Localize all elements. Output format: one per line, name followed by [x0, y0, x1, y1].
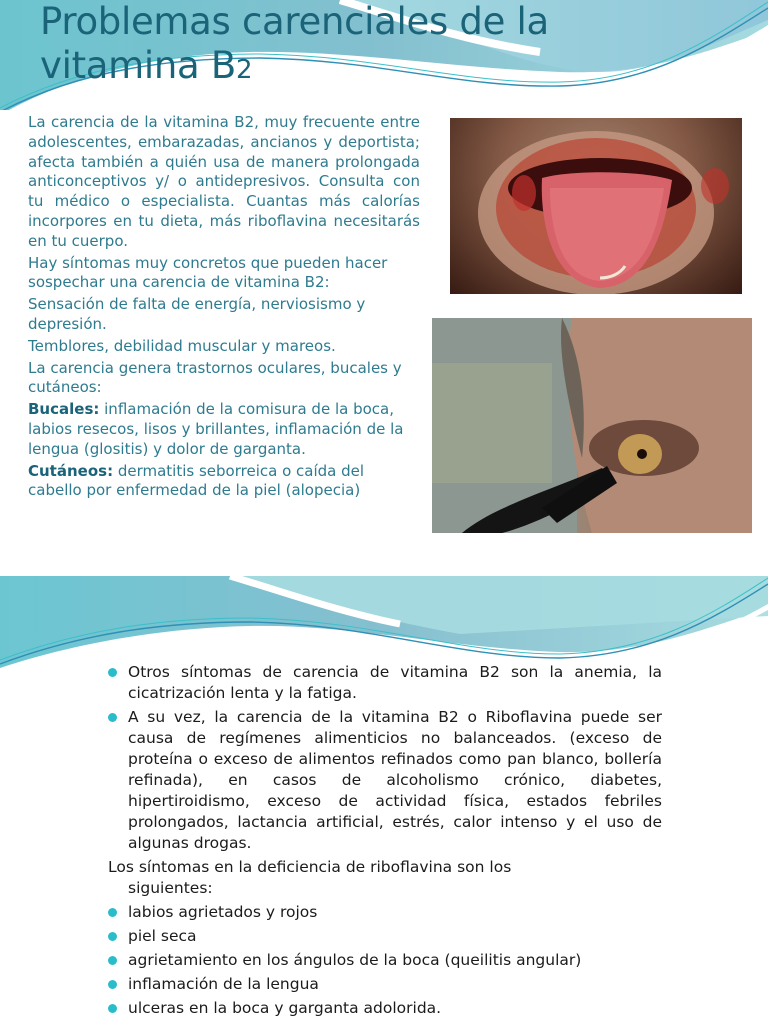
bullet-text: A su vez, la carencia de la vitamina B2 o Riboflavina puede ser causa de regímenes alimenticios no balanceados. (exceso de proteína o exceso de alimentos refinados como pan blanco, bollería refinada), en casos de alcoholismo crónico, diabetes, hipertiroidismo, exceso de actividad física, estados febriles prolongados, lactancia artificial, estrés, calor intenso y el uso de algunas drogas.: [128, 708, 662, 852]
cutaneos-text: dermatitis seborreica o caída del cabello por enfermedad de la piel (alopecia): [28, 461, 365, 500]
disorders-paragraph: La carencia genera trastornos oculares, bucales y cutáneos:: [28, 358, 402, 397]
symptom-text: agrietamiento en los ángulos de la boca (queilitis angular): [128, 951, 582, 969]
slide-1-title: [40, 0, 640, 92]
symptom-text: piel seca: [128, 927, 197, 945]
mouth-illustration: [450, 118, 742, 294]
bullet-dot-icon: [108, 668, 117, 677]
symptom-item: [106, 902, 662, 923]
symptom-item: [106, 950, 662, 971]
eye-exam-illustration: [432, 318, 752, 533]
mouth-photo: [450, 118, 742, 294]
symptoms-intro-paragraph: Hay síntomas muy concretos que pueden hacer sospechar una carencia de vitamina B2:: [28, 253, 388, 292]
symptom-text: inflamación de la lengua: [128, 975, 319, 993]
symptom-text: ulceras en la boca y garganta adolorida.: [128, 999, 442, 1017]
slide-2: [0, 576, 768, 1024]
symptom-energy-paragraph: Sensación de falta de energía, nerviosismo y depresión.: [28, 295, 366, 333]
title-subscript: 2: [235, 55, 253, 85]
bullet-item: [106, 662, 662, 704]
bucales-text: inflamación de la comisura de la boca, labios resecos, lisos y brillantes, inflamación de la lengua (glositis) y dolor de garganta.: [28, 400, 404, 458]
title-main: Problemas carenciales de la vitamina B: [40, 0, 549, 87]
symptom-item: [106, 926, 662, 947]
symptom-item: [106, 974, 662, 995]
bullet-text: Otros síntomas de carencia de vitamina B2 son la anemia, la cicatrización lenta y la fatiga.: [128, 663, 662, 702]
bullet-dot-icon: [108, 932, 117, 941]
slide-1-body-text: [28, 113, 420, 503]
list-intro-line-1: Los síntomas en la deficiencia de riboflavina son los: [108, 858, 512, 876]
eye-exam-photo: [432, 318, 752, 533]
bullet-dot-icon: [108, 980, 117, 989]
header-wave-decoration: [0, 576, 768, 676]
bullet-dot-icon: [108, 713, 117, 722]
list-intro-line-2: siguientes:: [128, 879, 213, 897]
bullet-item: [106, 707, 662, 854]
slide-2-body: [106, 662, 662, 1022]
symptom-item: [106, 998, 662, 1019]
symptom-text: labios agrietados y rojos: [128, 903, 318, 921]
intro-paragraph: La carencia de la vitamina B2, muy frecuente entre adolescentes, embarazadas, ancianos y deportista; afecta también a quién usa de manera prolongada anticonceptivos y/ o antidepresivos. Consulta con tu médico o especialista. Cuantas más calorías incorpores en tu dieta, más riboflavina necesitarás en tu cuerpo.: [28, 113, 420, 250]
cutaneos-paragraph: [28, 462, 420, 502]
bullet-dot-icon: [108, 908, 117, 917]
symptom-tremors-paragraph: Temblores, debilidad muscular y mareos.: [28, 336, 336, 355]
bullet-dot-icon: [108, 1004, 117, 1013]
bucales-paragraph: [28, 400, 420, 459]
cutaneos-label: Cutáneos:: [28, 461, 114, 480]
symptoms-list-intro: [106, 857, 662, 899]
bucales-label: Bucales:: [28, 400, 100, 419]
bullet-dot-icon: [108, 956, 117, 965]
